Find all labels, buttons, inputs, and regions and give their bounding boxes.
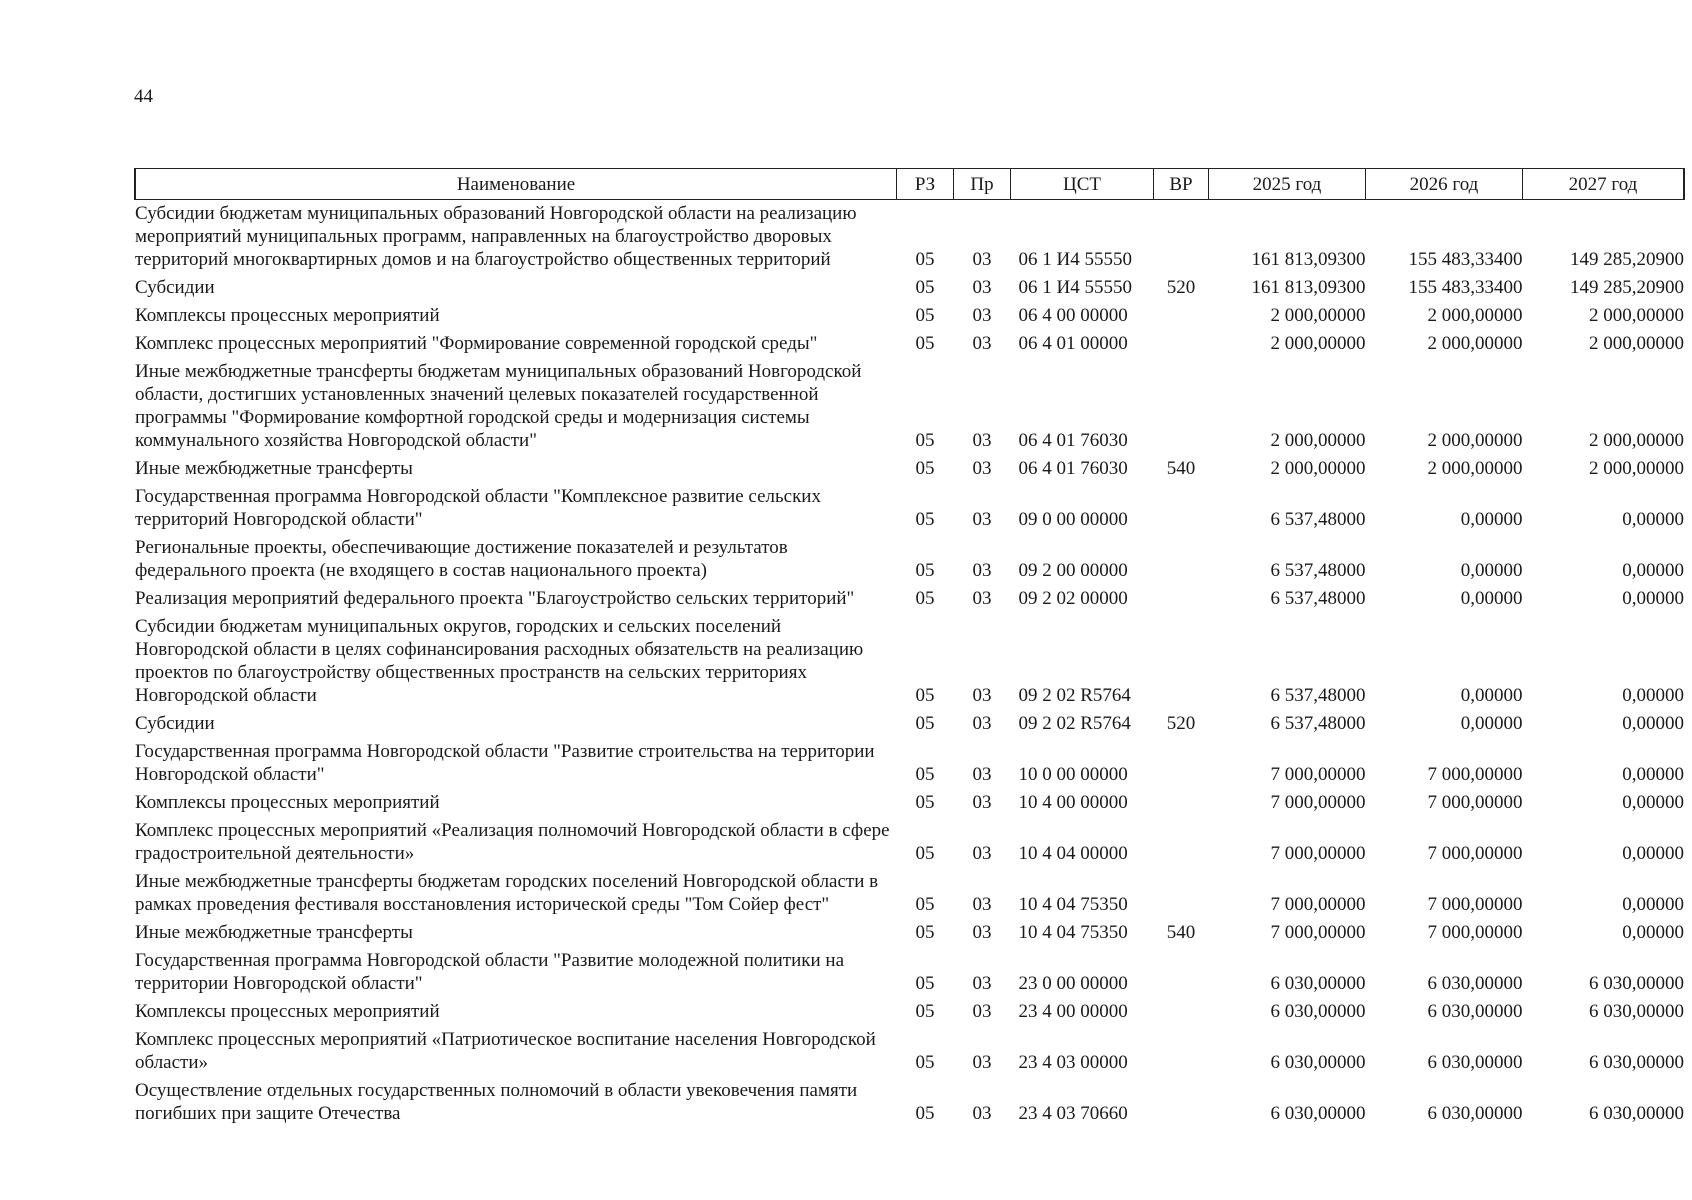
row-2025: 2 000,00000 xyxy=(1270,430,1366,451)
row-cst: 10 4 04 00000 xyxy=(1018,843,1128,864)
row-vr xyxy=(1154,817,1209,868)
row-pr: 03 xyxy=(972,1103,992,1124)
row-2027: 0,00000 xyxy=(1622,894,1684,915)
row-cst: 23 4 03 70660 xyxy=(1018,1103,1128,1124)
row-2026: 155 483,33400 xyxy=(1408,277,1523,298)
row-vr xyxy=(1154,483,1209,534)
row-rz: 05 xyxy=(915,1103,935,1124)
row-2027: 0,00000 xyxy=(1622,560,1684,581)
row-name: Субсидии xyxy=(135,277,215,298)
row-rz: 05 xyxy=(915,277,935,298)
row-2026: 6 030,00000 xyxy=(1427,1103,1523,1124)
row-rz: 05 xyxy=(915,588,935,609)
row-2027: 2 000,00000 xyxy=(1589,305,1684,326)
row-2026: 6 030,00000 xyxy=(1427,973,1523,994)
row-2026: 0,00000 xyxy=(1460,588,1523,609)
row-rz: 05 xyxy=(915,685,935,706)
row-rz: 05 xyxy=(915,1001,935,1022)
row-cst: 10 4 04 75350 xyxy=(1018,922,1128,943)
row-2025: 6 030,00000 xyxy=(1270,1052,1366,1073)
table-row xyxy=(135,919,1684,947)
table-row xyxy=(135,358,1684,455)
row-2025: 6 537,48000 xyxy=(1270,588,1366,609)
row-name: Иные межбюджетные трансферты xyxy=(135,458,413,479)
row-cst: 06 4 01 00000 xyxy=(1018,333,1128,354)
row-cst: 09 2 02 R5764 xyxy=(1018,685,1131,706)
row-2027: 0,00000 xyxy=(1622,843,1684,864)
header-pr: Пр xyxy=(954,169,1011,200)
row-pr: 03 xyxy=(972,277,992,298)
table-row xyxy=(135,817,1684,868)
row-pr: 03 xyxy=(972,305,992,326)
row-2025: 6 030,00000 xyxy=(1270,973,1366,994)
row-name: Комплекс процессных мероприятий "Формирование современной городской среды" xyxy=(135,333,818,354)
row-name: Субсидии бюджетам муниципальных округов, городских и сельских поселений Новгородской области в целях софинансирования расходных обязательств на реализацию проектов по благоустройству общественных пространств на сельских территориях Новгородской области xyxy=(135,616,864,706)
row-2027: 0,00000 xyxy=(1622,764,1684,785)
row-2026: 2 000,00000 xyxy=(1427,333,1523,354)
row-name: Осуществление отдельных государственных полномочий в области увековечения памяти погибших при защите Отечества xyxy=(135,1080,858,1124)
row-cst: 09 0 00 00000 xyxy=(1018,509,1128,530)
row-pr: 03 xyxy=(972,333,992,354)
header-2025: 2025 год xyxy=(1209,169,1366,200)
row-2027: 6 030,00000 xyxy=(1589,973,1684,994)
row-2027: 0,00000 xyxy=(1622,792,1684,813)
table-row xyxy=(135,947,1684,998)
row-2026: 7 000,00000 xyxy=(1427,792,1523,813)
row-rz: 05 xyxy=(915,249,935,270)
row-cst: 06 4 00 00000 xyxy=(1018,305,1128,326)
row-cst: 06 4 01 76030 xyxy=(1018,430,1128,451)
table-row xyxy=(135,1026,1684,1077)
row-cst: 10 4 00 00000 xyxy=(1018,792,1128,813)
header-vr: ВР xyxy=(1154,169,1209,200)
row-2025: 161 813,09300 xyxy=(1251,277,1366,298)
row-2026: 6 030,00000 xyxy=(1427,1052,1523,1073)
table-row xyxy=(135,585,1684,613)
row-name: Комплекс процессных мероприятий «Реализация полномочий Новгородской области в сфере градостроительной деятельности» xyxy=(135,820,890,864)
row-vr: 520 xyxy=(1166,713,1196,734)
row-2026: 0,00000 xyxy=(1460,685,1523,706)
row-2025: 2 000,00000 xyxy=(1270,305,1366,326)
row-2027: 0,00000 xyxy=(1622,685,1684,706)
row-vr: 540 xyxy=(1166,458,1196,479)
row-2025: 7 000,00000 xyxy=(1270,764,1366,785)
table-row xyxy=(135,868,1684,919)
row-vr xyxy=(1154,200,1209,275)
row-vr xyxy=(1154,1077,1209,1128)
row-2025: 161 813,09300 xyxy=(1251,249,1366,270)
budget-table xyxy=(134,168,1685,1128)
table-row xyxy=(135,274,1684,302)
row-cst: 09 2 02 R5764 xyxy=(1018,713,1131,734)
row-2025: 7 000,00000 xyxy=(1270,894,1366,915)
row-2027: 149 285,20900 xyxy=(1570,249,1684,270)
row-2027: 2 000,00000 xyxy=(1589,430,1684,451)
row-name: Государственная программа Новгородской области "Развитие молодежной политики на территории Новгородской области" xyxy=(135,950,845,994)
row-2026: 6 030,00000 xyxy=(1427,1001,1523,1022)
table-row xyxy=(135,1077,1684,1128)
row-name: Комплекс процессных мероприятий «Патриотическое воспитание населения Новгородской области» xyxy=(135,1029,876,1073)
row-name: Субсидии бюджетам муниципальных образований Новгородской области на реализацию мероприятий муниципальных программ, направленных на благоустройство дворовых территорий многоквартирных домов и на благоустройство общественных территорий xyxy=(135,203,857,270)
row-cst: 10 4 04 75350 xyxy=(1018,894,1128,915)
row-rz: 05 xyxy=(915,713,935,734)
row-pr: 03 xyxy=(972,1052,992,1073)
row-2025: 6 537,48000 xyxy=(1270,560,1366,581)
row-rz: 05 xyxy=(915,843,935,864)
row-pr: 03 xyxy=(972,922,992,943)
row-rz: 05 xyxy=(915,430,935,451)
row-2027: 0,00000 xyxy=(1622,713,1684,734)
row-rz: 05 xyxy=(915,764,935,785)
header-row xyxy=(135,169,1684,200)
header-name: Наименование xyxy=(135,169,897,200)
row-vr xyxy=(1154,613,1209,710)
row-name: Государственная программа Новгородской области "Комплексное развитие сельских территорий Новгородской области" xyxy=(135,486,821,530)
row-vr xyxy=(1154,330,1209,358)
row-rz: 05 xyxy=(915,305,935,326)
row-cst: 23 4 00 00000 xyxy=(1018,1001,1128,1022)
table-row xyxy=(135,789,1684,817)
table-row xyxy=(135,710,1684,738)
row-name: Субсидии xyxy=(135,713,215,734)
row-2026: 0,00000 xyxy=(1460,560,1523,581)
row-name: Иные межбюджетные трансферты бюджетам муниципальных образований Новгородской области, достигших установленных значений целевых показателей государственной программы "Формирование комфортной городской среды и модернизация системы коммунального хозяйства Новгородской области" xyxy=(135,361,862,451)
row-rz: 05 xyxy=(915,922,935,943)
row-2026: 7 000,00000 xyxy=(1427,843,1523,864)
row-pr: 03 xyxy=(972,973,992,994)
row-pr: 03 xyxy=(972,713,992,734)
row-name: Реализация мероприятий федерального проекта "Благоустройство сельских территорий" xyxy=(135,588,855,609)
row-cst: 09 2 00 00000 xyxy=(1018,560,1128,581)
row-name: Комплексы процессных мероприятий xyxy=(135,305,440,326)
row-pr: 03 xyxy=(972,685,992,706)
table-row xyxy=(135,483,1684,534)
row-vr xyxy=(1154,947,1209,998)
row-name: Региональные проекты, обеспечивающие достижение показателей и результатов федерального проекта (не входящего в состав национального проекта) xyxy=(135,537,788,581)
row-pr: 03 xyxy=(972,894,992,915)
row-2027: 6 030,00000 xyxy=(1589,1001,1684,1022)
row-rz: 05 xyxy=(915,560,935,581)
header-2027: 2027 год xyxy=(1523,169,1685,200)
row-name: Комплексы процессных мероприятий xyxy=(135,792,440,813)
row-pr: 03 xyxy=(972,1001,992,1022)
row-vr xyxy=(1154,738,1209,789)
table-row xyxy=(135,330,1684,358)
row-pr: 03 xyxy=(972,560,992,581)
row-2026: 7 000,00000 xyxy=(1427,922,1523,943)
table-row xyxy=(135,534,1684,585)
row-2025: 6 537,48000 xyxy=(1270,685,1366,706)
row-pr: 03 xyxy=(972,430,992,451)
row-pr: 03 xyxy=(972,843,992,864)
row-2026: 0,00000 xyxy=(1460,713,1523,734)
row-vr xyxy=(1154,358,1209,455)
row-pr: 03 xyxy=(972,588,992,609)
row-name: Иные межбюджетные трансферты xyxy=(135,922,413,943)
row-vr xyxy=(1154,868,1209,919)
row-2026: 2 000,00000 xyxy=(1427,305,1523,326)
row-2025: 2 000,00000 xyxy=(1270,458,1366,479)
row-2025: 2 000,00000 xyxy=(1270,333,1366,354)
row-rz: 05 xyxy=(915,894,935,915)
budget-table-container xyxy=(134,168,1684,1128)
row-2027: 0,00000 xyxy=(1622,922,1684,943)
header-rz: РЗ xyxy=(897,169,954,200)
row-cst: 06 1 И4 55550 xyxy=(1018,277,1132,298)
row-vr xyxy=(1154,998,1209,1026)
row-cst: 23 0 00 00000 xyxy=(1018,973,1128,994)
row-rz: 05 xyxy=(915,333,935,354)
row-name: Государственная программа Новгородской области "Развитие строительства на территории Новгородской области" xyxy=(135,741,875,785)
row-pr: 03 xyxy=(972,792,992,813)
row-vr xyxy=(1154,1026,1209,1077)
row-2026: 2 000,00000 xyxy=(1427,430,1523,451)
row-vr: 540 xyxy=(1166,922,1196,943)
row-cst: 06 4 01 76030 xyxy=(1018,458,1128,479)
row-cst: 23 4 03 00000 xyxy=(1018,1052,1128,1073)
row-2026: 7 000,00000 xyxy=(1427,894,1523,915)
row-2027: 6 030,00000 xyxy=(1589,1052,1684,1073)
row-vr xyxy=(1154,585,1209,613)
row-2026: 2 000,00000 xyxy=(1427,458,1523,479)
row-2027: 149 285,20900 xyxy=(1570,277,1684,298)
row-2025: 7 000,00000 xyxy=(1270,922,1366,943)
header-cst: ЦСТ xyxy=(1011,169,1154,200)
row-pr: 03 xyxy=(972,458,992,479)
table-row xyxy=(135,455,1684,483)
table-row xyxy=(135,998,1684,1026)
row-2026: 0,00000 xyxy=(1460,509,1523,530)
row-vr: 520 xyxy=(1166,277,1196,298)
table-body xyxy=(135,200,1684,1129)
row-cst: 09 2 02 00000 xyxy=(1018,588,1128,609)
row-rz: 05 xyxy=(915,1052,935,1073)
row-2025: 6 537,48000 xyxy=(1270,509,1366,530)
row-2027: 0,00000 xyxy=(1622,509,1684,530)
row-2027: 2 000,00000 xyxy=(1589,333,1684,354)
row-cst: 10 0 00 00000 xyxy=(1018,764,1128,785)
row-rz: 05 xyxy=(915,509,935,530)
row-2025: 7 000,00000 xyxy=(1270,843,1366,864)
row-pr: 03 xyxy=(972,509,992,530)
row-rz: 05 xyxy=(915,458,935,479)
row-2026: 155 483,33400 xyxy=(1408,249,1523,270)
row-2025: 6 537,48000 xyxy=(1270,713,1366,734)
row-rz: 05 xyxy=(915,973,935,994)
table-row xyxy=(135,200,1684,275)
table-row xyxy=(135,302,1684,330)
row-2025: 7 000,00000 xyxy=(1270,792,1366,813)
page-number: 44 xyxy=(134,86,153,107)
row-vr xyxy=(1154,302,1209,330)
header-2026: 2026 год xyxy=(1366,169,1523,200)
row-rz: 05 xyxy=(915,792,935,813)
table-row xyxy=(135,613,1684,710)
row-name: Комплексы процессных мероприятий xyxy=(135,1001,440,1022)
row-2027: 6 030,00000 xyxy=(1589,1103,1684,1124)
row-cst: 06 1 И4 55550 xyxy=(1018,249,1132,270)
row-vr xyxy=(1154,789,1209,817)
row-pr: 03 xyxy=(972,764,992,785)
row-name: Иные межбюджетные трансферты бюджетам городских поселений Новгородской области в рамках проведения фестиваля восстановления исторической среды "Том Сойер фест" xyxy=(135,871,879,915)
row-2027: 2 000,00000 xyxy=(1589,458,1684,479)
table-header xyxy=(135,169,1684,200)
row-pr: 03 xyxy=(972,249,992,270)
row-vr xyxy=(1154,534,1209,585)
row-2027: 0,00000 xyxy=(1622,588,1684,609)
row-2025: 6 030,00000 xyxy=(1270,1103,1366,1124)
row-2025: 6 030,00000 xyxy=(1270,1001,1366,1022)
table-row xyxy=(135,738,1684,789)
row-2026: 7 000,00000 xyxy=(1427,764,1523,785)
